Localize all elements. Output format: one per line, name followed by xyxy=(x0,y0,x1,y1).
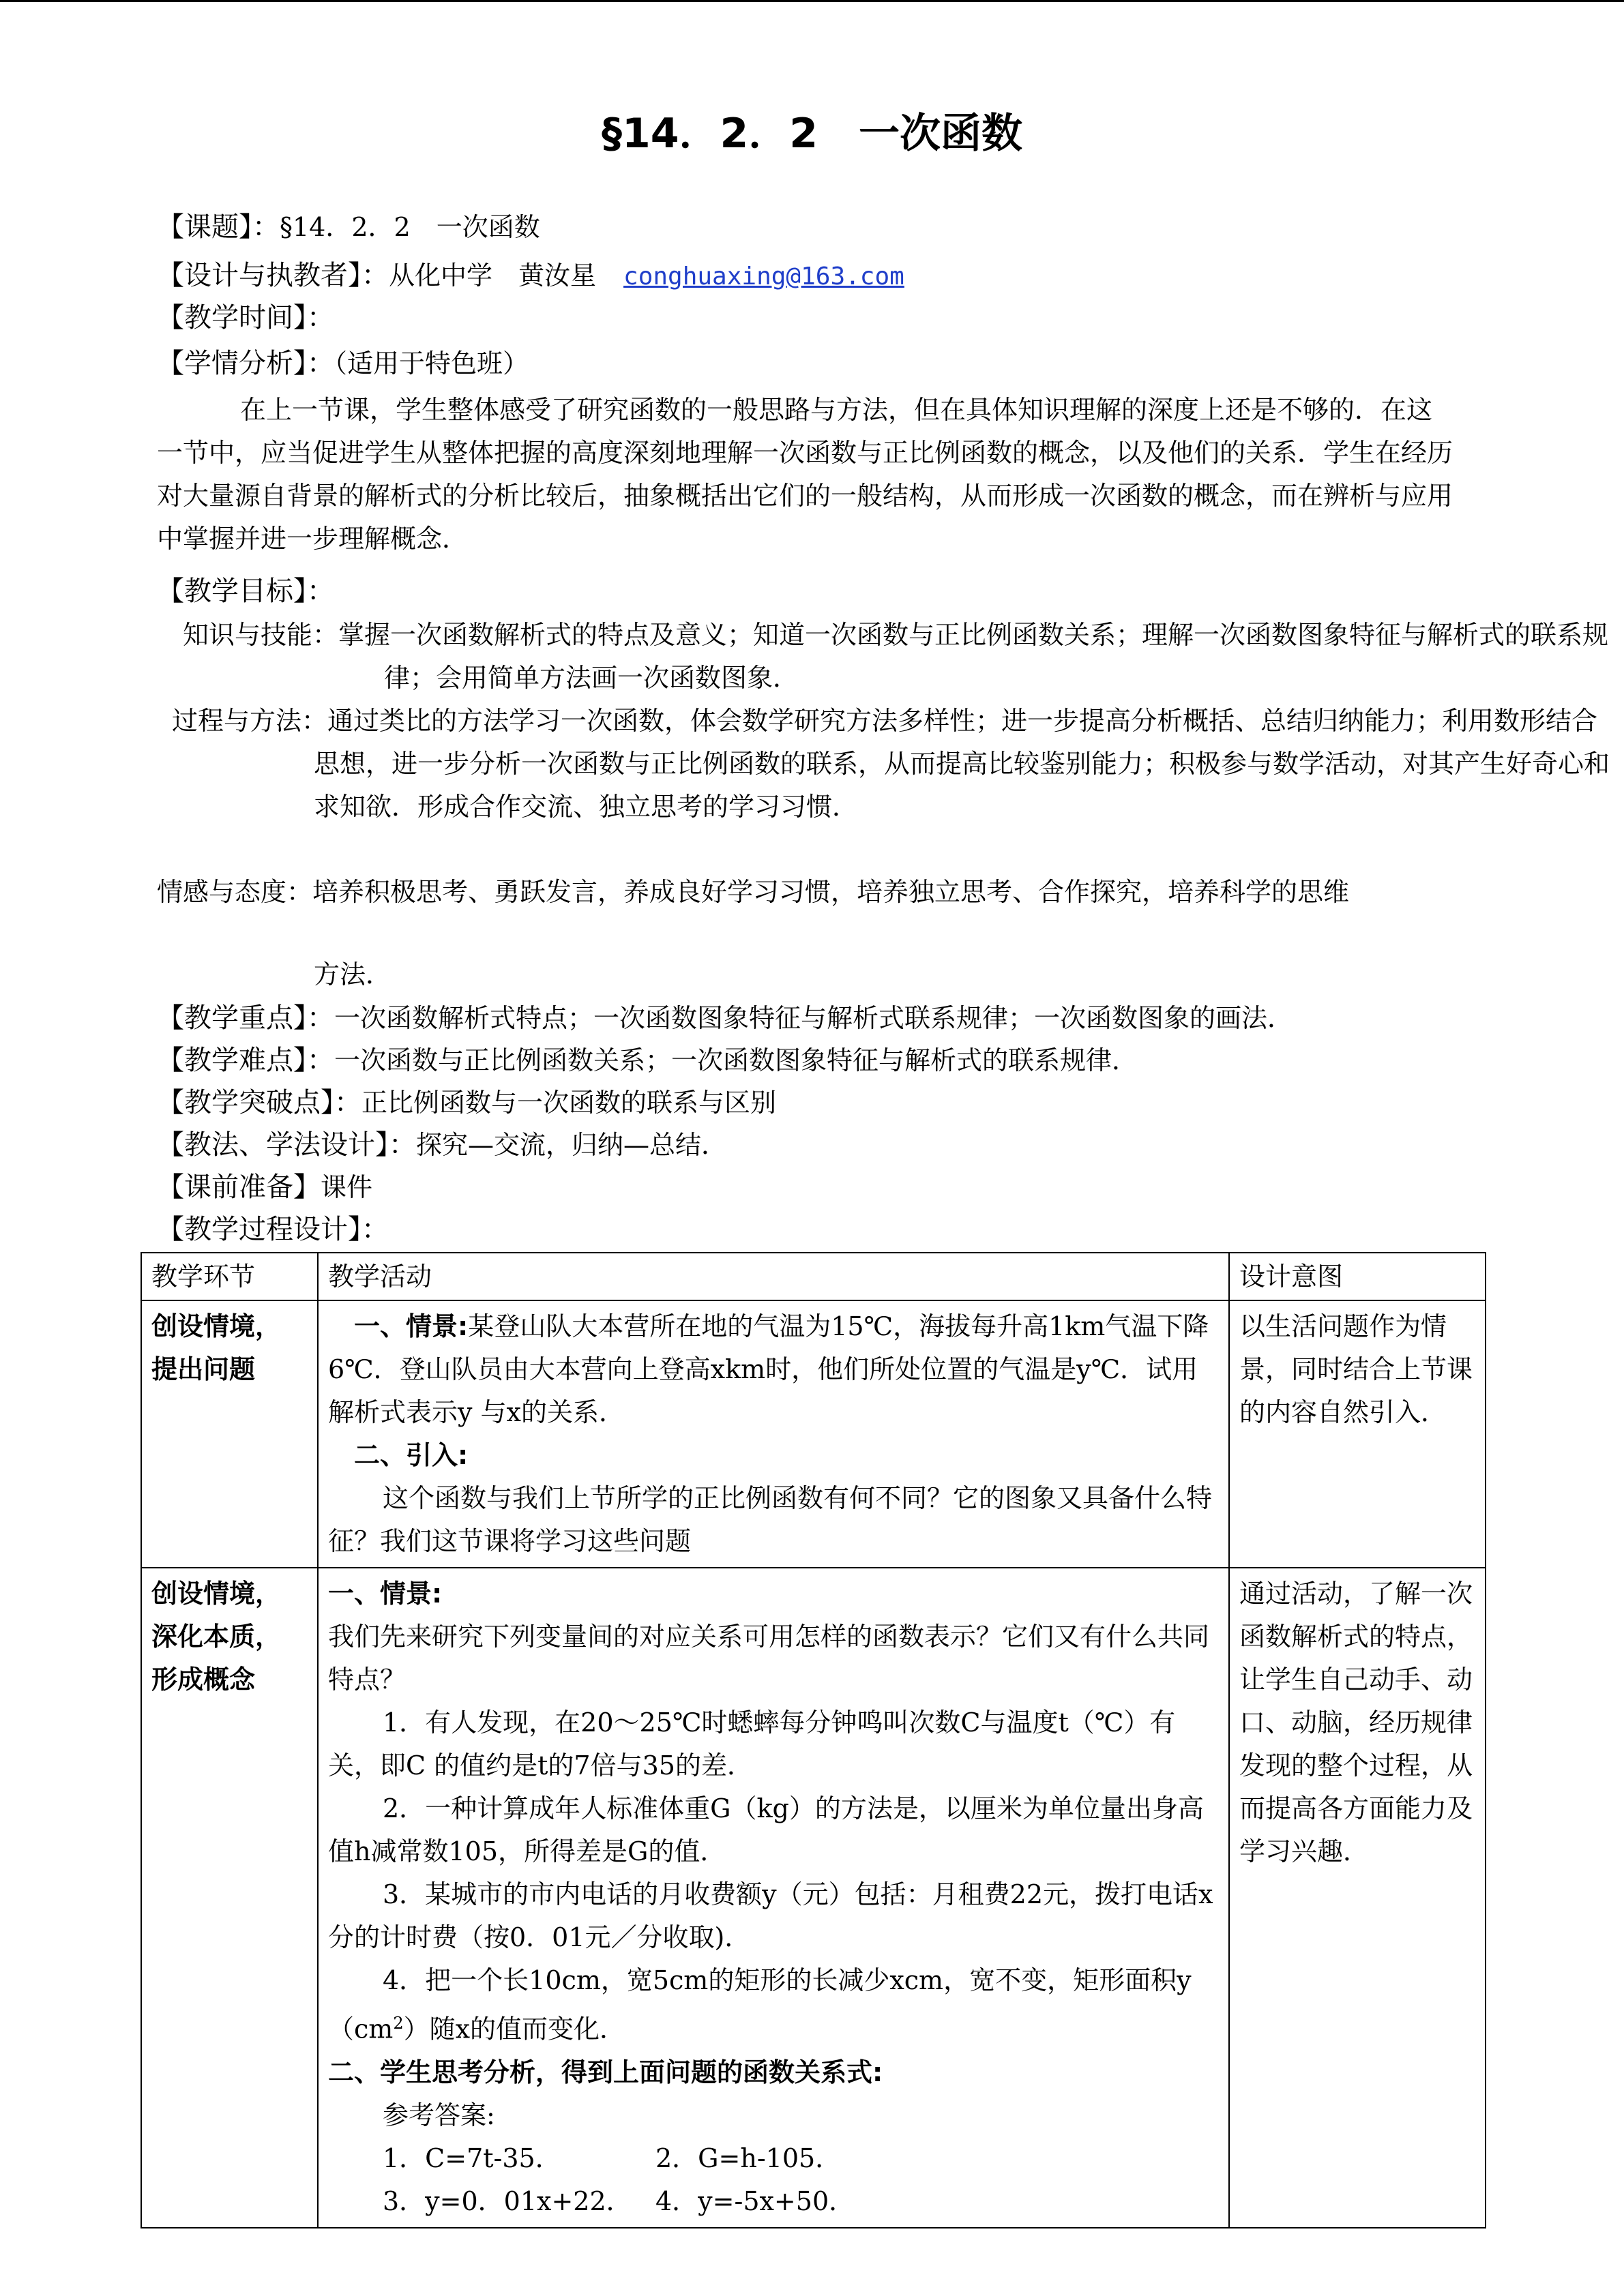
field-preparation xyxy=(157,1166,372,1208)
row2-stage-line: 形成概念 xyxy=(151,1665,256,1695)
header-stage: 教学环节 xyxy=(141,1253,318,1300)
goals-label: 【教学目标】： xyxy=(157,576,334,607)
header-intent: 设计意图 xyxy=(1229,1253,1486,1300)
difficulties-value: 一次函数与正比例函数关系；一次函数图象特征与解析式的联系规律． xyxy=(334,1045,1138,1075)
row2-scenario-heading: 一、情景: xyxy=(328,1579,443,1609)
field-time-label: 【教学时间】： xyxy=(157,302,334,333)
preparation-label: 【课前准备】 xyxy=(157,1172,321,1203)
table-row xyxy=(141,1568,1486,2228)
row2-item4-text: 4．把一个长10cm，宽5cm的矩形的长减少xcm，宽不变，矩形面积y（cm xyxy=(328,1965,1192,2044)
row2-activity xyxy=(318,1568,1229,2228)
row1-stage-line: 提出问题 xyxy=(151,1354,256,1384)
key-points-value: 一次函数解析式特点；一次函数图象特征与解析式联系规律；一次函数图象的画法． xyxy=(334,1003,1294,1033)
row1-intent: 以生活问题作为情景，同时结合上节课的内容自然引入． xyxy=(1229,1300,1486,1568)
row1-scenario-text: 某登山队大本营所在地的气温为15℃，海拔每升高1km气温下降6℃．登山队员由大本营向上登高xkm时，他们所处位置的气温是y℃．试用解析式表示y 与x的关系． xyxy=(328,1311,1209,1427)
row2-answers-line xyxy=(328,2180,1219,2223)
analysis-paragraph: 在上一节课，学生整体感受了研究函数的一般思路与方法，但在具体知识理解的深度上还是不够的．在这一节中，应当促进学生从整体把握的高度深刻地理解一次函数与正比例函数的概念，以及他们的关系．学生在经历对大量源自背景的解析式的分析比较后，抽象概括出它们的一般结构，从而形成一次函数的概念，而在辨析与应用中掌握并进一步理解概念． xyxy=(157,395,1453,554)
header-activity: 教学活动 xyxy=(318,1253,1229,1300)
methods-value: 探究—交流，归纳—总结． xyxy=(416,1130,728,1160)
goal-knowledge-text: 掌握一次函数解析式的特点及意义；知道一次函数与正比例函数关系；理解一次函数图象特征与解析式的联系规律；会用简单方法画一次函数图象． xyxy=(338,620,1609,693)
goal-attitude-text: 培养积极思考、勇跃发言，养成良好学习习惯，培养独立思考、合作探究，培养科学的思维 xyxy=(312,877,1350,907)
row2-item: 3．某城市的市内电话的月收费额y（元）包括：月租费22元，拨打电话x分的计时费（按0．01元／分收取)． xyxy=(328,1879,1213,1952)
answer-4: 4．y=-5x+50． xyxy=(655,2186,855,2216)
field-designer-value: 从化中学 黄汝星 xyxy=(389,260,597,290)
field-methods xyxy=(157,1124,727,1166)
row1-activity xyxy=(318,1300,1229,1568)
row2-stage-line: 创设情境， xyxy=(151,1579,282,1609)
field-designer-label: 【设计与执教者】： xyxy=(157,260,389,291)
breakthrough-value: 正比例函数与一次函数的联系与区别 xyxy=(361,1088,777,1118)
row2-item4-tail: ）随x的值而变化． xyxy=(403,2014,626,2044)
row2-item: 2．一种计算成年人标准体重G（kg）的方法是，以厘米为单位量出身高值h减常数105，所得差是G的值． xyxy=(328,1793,1204,1866)
table-header-row xyxy=(141,1253,1486,1300)
goal-knowledge-label: 知识与技能： xyxy=(183,620,339,650)
field-topic-label: 【课题】： xyxy=(157,211,280,243)
breakthrough-label: 【教学突破点】： xyxy=(157,1087,361,1118)
row2-question: 我们先来研究下列变量间的对应关系可用怎样的函数表示？它们又有什么共同特点？ xyxy=(328,1622,1210,1695)
field-key-points xyxy=(157,997,1293,1039)
answer-2: 2．G=h-105． xyxy=(655,2143,842,2173)
goals-heading xyxy=(157,570,334,612)
goal-process-text: 通过类比的方法学习一次函数，体会数学研究方法多样性；进一步提高分析概括、总结归纳能力；利用数形结合思想，进一步分析一次函数与正比例函数的联系，从而提高比较鉴别能力；积极参与数学活动，对其产生好奇心和求知欲．形成合作交流、独立思考的学习习惯． xyxy=(314,706,1610,822)
field-topic xyxy=(157,206,540,248)
goal-attitude-tail: 方法． xyxy=(314,959,392,989)
row2-item: 1．有人发现，在20～25℃时蟋蟀每分钟鸣叫次数C与温度t（℃）有关，即C 的值约是t的7倍与35的差． xyxy=(328,1708,1176,1780)
row1-scenario xyxy=(328,1305,1219,1434)
row2-answers-line xyxy=(328,2137,1219,2180)
row1-stage-line: 创设情境， xyxy=(151,1311,282,1341)
goal-process-label: 过程与方法： xyxy=(172,706,328,736)
row2-intent: 通过活动，了解一次函数解析式的特点，让学生自己动手、动口、动脑，经历规律发现的整个过程，从而提高各方面能力及学习兴趣． xyxy=(1229,1568,1486,2228)
row1-intro-text: 这个函数与我们上节所学的正比例函数有何不同？它的图象又具备什么特征？我们这节课将学习这些问题 xyxy=(328,1483,1213,1556)
field-designer xyxy=(157,254,904,298)
field-topic-value: §14．2．2 一次函数 xyxy=(280,212,540,242)
page-title: §14．2．2 一次函数 xyxy=(602,110,1022,158)
methods-label: 【教法、学法设计】： xyxy=(157,1129,416,1161)
table-row xyxy=(141,1300,1486,1568)
goal-attitude-label: 情感与态度： xyxy=(157,877,313,907)
answer-3: 3．y=0．01x+22． xyxy=(383,2186,632,2216)
lesson-plan-table xyxy=(141,1252,1486,2228)
key-points-label: 【教学重点】： xyxy=(157,1002,334,1034)
field-analysis-value: （适用于特色班） xyxy=(334,348,529,378)
row2-analysis-heading: 二、学生思考分析，得到上面问题的函数关系式: xyxy=(328,2057,883,2087)
row1-stage xyxy=(141,1300,318,1568)
field-difficulties xyxy=(157,1039,1138,1082)
row1-scenario-heading: 一、情景: xyxy=(354,1311,469,1341)
row2-item xyxy=(328,1959,1219,2051)
row1-intro-heading: 二、引入: xyxy=(354,1440,469,1470)
goal-knowledge xyxy=(183,614,1624,700)
field-breakthrough xyxy=(157,1082,776,1124)
row2-stage-line: 深化本质， xyxy=(151,1622,282,1652)
preparation-value: 课件 xyxy=(321,1172,373,1202)
designer-email-link[interactable]: conghuaxing@163.com xyxy=(623,263,904,290)
difficulties-label: 【教学难点】： xyxy=(157,1045,334,1076)
field-analysis-label: 【学情分析】： xyxy=(157,348,334,379)
field-process-design xyxy=(157,1208,389,1251)
goal-process xyxy=(172,700,1613,829)
answer-1: 1．C=7t-35． xyxy=(383,2143,561,2173)
row2-reference-label: 参考答案: xyxy=(383,2100,495,2130)
row2-item4-superscript: 2 xyxy=(393,2014,404,2033)
process-design-label: 【教学过程设计】： xyxy=(157,1214,389,1245)
field-time xyxy=(157,297,334,339)
row2-stage xyxy=(141,1568,318,2228)
page-top-border xyxy=(0,0,1624,2)
goal-attitude xyxy=(157,871,1453,914)
field-analysis xyxy=(157,342,529,385)
